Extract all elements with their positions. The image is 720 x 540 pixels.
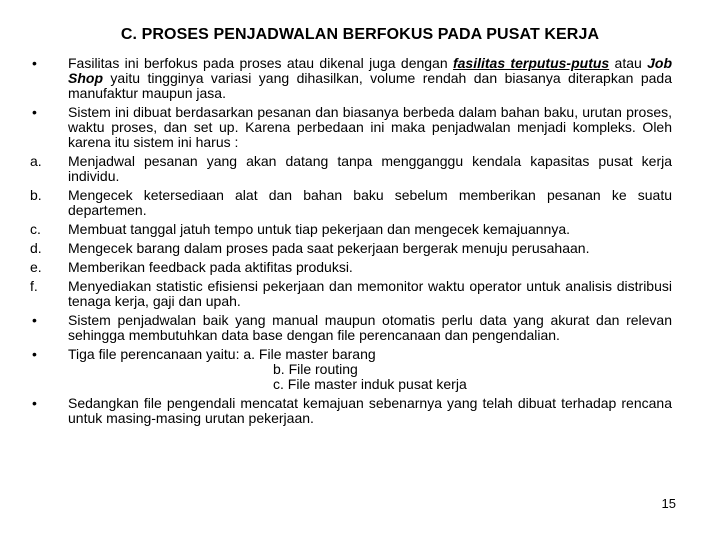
list-item-text: Membuat tanggal jatuh tempo untuk tiap pekerjaan dan mengecek kemajuannya. (68, 221, 570, 237)
list-item (30, 241, 672, 256)
list-item-text: Sedangkan file pengendali mencatat kemajuan sebenarnya yang telah dibuat terhadap rencana untuk masing-masing urutan pekerjaan. (68, 395, 672, 426)
file-list-entry: b. File routing (273, 361, 358, 377)
emphasized-term: Job Shop (68, 55, 672, 86)
list-item (30, 313, 672, 343)
text-segment: atau (609, 55, 648, 71)
content-list (30, 56, 672, 430)
list-item-text: Tiga file perencanaan yaitu: a. File master barang (68, 346, 376, 362)
list-item-text: Menyediakan statistic efisiensi pekerjaan dan memonitor waktu operator untuk analisis distribusi tenaga kerja, gaji dan upah. (68, 278, 672, 309)
list-item (30, 279, 672, 309)
letter-marker: c. (30, 221, 41, 237)
list-item-text: Sistem ini dibuat berdasarkan pesanan dan biasanya berbeda dalam bahan baku, urutan proses, waktu proses, dan set up. Karena perbedaan ini maka penjadwalan menjadi kompleks. Oleh karena itu sistem ini harus : (68, 104, 672, 150)
bullet-marker: • (32, 346, 37, 362)
list-item (30, 188, 672, 218)
list-item-text: Mengecek barang dalam proses pada saat pekerjaan bergerak menuju perusahaan. (68, 240, 590, 256)
letter-marker: a. (30, 153, 42, 169)
letter-marker: f. (30, 278, 38, 294)
bullet-marker: • (32, 55, 37, 71)
letter-marker: e. (30, 259, 42, 275)
list-item-text: Menjadwal pesanan yang akan datang tanpa mengganggu kendala kapasitas pusat kerja individu. (68, 153, 672, 184)
slide-title: C. PROSES PENJADWALAN BERFOKUS PADA PUSAT KERJA (120, 26, 600, 43)
text-segment: Fasilitas ini berfokus pada proses atau dikenal juga dengan (68, 55, 453, 71)
bullet-marker: • (32, 104, 37, 120)
list-item-text: Memberikan feedback pada aktifitas produksi. (68, 259, 353, 275)
bullet-marker: • (32, 312, 37, 328)
list-item (30, 347, 672, 392)
text-segment: yaitu tingginya variasi yang dihasilkan, volume rendah dan biasanya diterapkan pada manufaktur maupun jasa. (68, 70, 672, 101)
page-number: 15 (661, 496, 676, 511)
letter-marker: b. (30, 187, 42, 203)
list-item-text (68, 56, 672, 101)
emphasized-term: fasilitas terputus-putus (452, 55, 610, 71)
list-item-text: Mengecek ketersediaan alat dan bahan baku sebelum memberikan pesanan ke suatu departemen. (68, 187, 672, 218)
list-item (30, 56, 672, 101)
list-item (30, 396, 672, 426)
list-item (30, 260, 672, 275)
list-item (30, 105, 672, 150)
list-item (30, 154, 672, 184)
list-item-text: Sistem penjadwalan baik yang manual maupun otomatis perlu data yang akurat dan relevan sehingga membutuhkan data base dengan file perencanaan dan pengendalian. (68, 312, 672, 343)
list-item (30, 222, 672, 237)
bullet-marker: • (32, 395, 37, 411)
file-list-entry: c. File master induk pusat kerja (273, 376, 467, 392)
letter-marker: d. (30, 240, 42, 256)
